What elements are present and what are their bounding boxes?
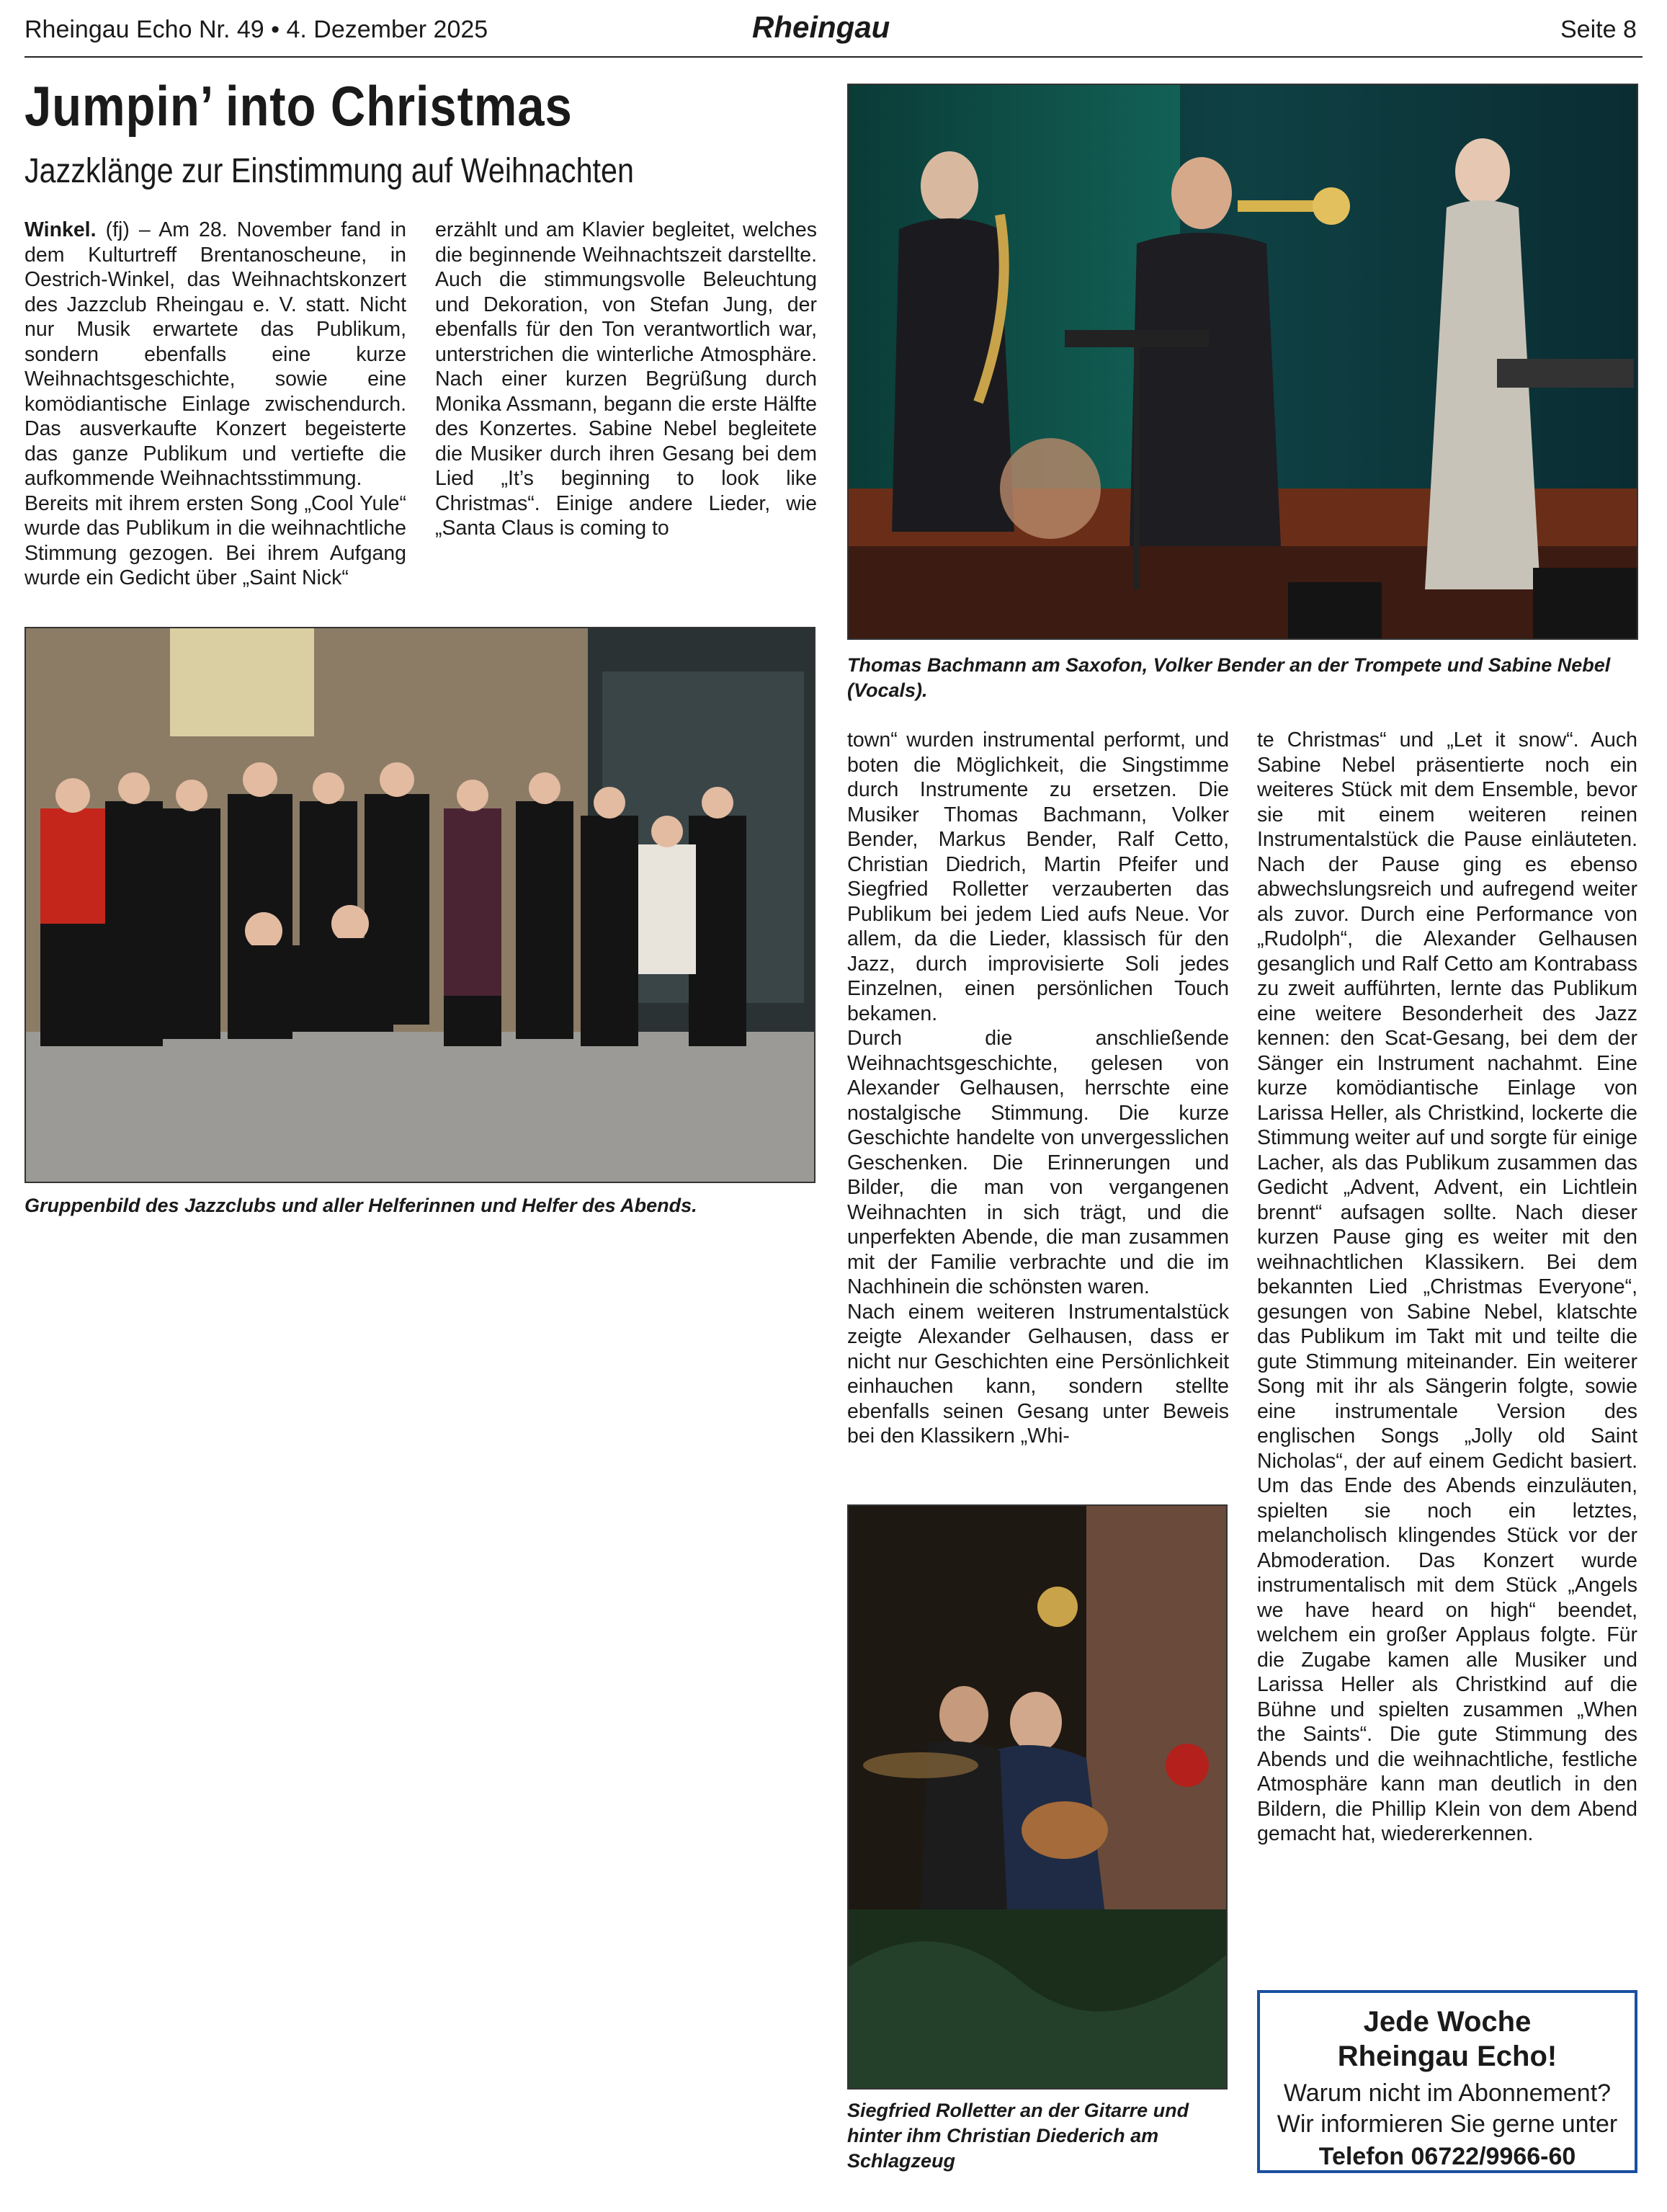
article-column-3 — [847, 728, 1229, 1449]
group-photo-caption: Gruppenbild des Jazzclubs und aller Helferinnen und Helfer des Abends. — [24, 1195, 697, 1216]
promo-phone[interactable]: Telefon 06722/9966-60 — [1318, 2143, 1576, 2170]
promo-line-2: Wir informieren Sie gerne unter — [1277, 2110, 1618, 2138]
paragraph-continued: Bereits mit ihrem ersten Song „Cool Yule“ wurde das Publikum in die weihnachtliche Stimmung gezogen. Bei ihrem Aufgang wurde ein Gedicht über „Saint Nick“ — [24, 491, 406, 589]
article-title: Jumpin’ into Christmas — [24, 74, 573, 138]
section-name: Rheingau — [752, 10, 890, 44]
article-subtitle: Jazzklänge zur Einstimmung auf Weihnachten — [24, 152, 634, 190]
paragraph: te Christmas“ und „Let it snow“. Auch Sabine Nebel präsentierte noch ein weiteres Stück mit dem Ensemble, bevor sie mit einem weiteren reinen Instrumentalstück die Pause einläuteten. Nach der Pause ging es ebenso abwechslungsreich und aufregend weiter als zuvor. Durch eine Performance von „Rudolph“, die Alexander Gelhausen gesanglich und Ralf Cetto am Kontrabass zu zweit aufführten, lernte das Publikum eine weitere Besonderheit des Jazz kennen: den Scat-Gesang, bei dem der Sänger ein Instrument nachahmt. Eine kurze komödiantische Einlage von Larissa Heller, als Christkind, lockerte die Stimmung weiter auf und sorgte für einige Lacher, als das Publikum zusammen das Gedicht „Advent, Advent, ein Lichtlein brennt“ aufsagen sollte. Nach dieser kurzen Pause ging es weiter mit den weihnachtlichen Klassikern. Bei dem bekannten Lied „Christmas Everyone“, gesungen von Sabine Nebel, klatschte das Publikum im Takt mit und teilte die gute Stimmung miteinander. Ein weiterer Song mit ihr als Sängerin folgte, sowie eine instrumentale Version des englischen Songs „Jolly old Saint Nicholas“, der auf einem Gedicht basiert. Um das Ende des Abends einzuläuten, spielten sie noch ein letztes, melancholisch klingendes Stück vor der Abmoderation. Das Konzert wurde instrumentalisch mit dem Stück „Angels we have heard on high“ beendet, welchem ein großer Applaus folgte. Für die Zugabe kamen alle Musiker und Larissa Heller als Christkind auf die Bühne und spielten zusammen „When the Saints“. Die gute Stimmung des Abends und die weihnachtliche, festliche Atmosphäre kann man deutlich in den Bildern, die Phillip Klein von dem Abend gemacht hat, wiedererkennen. — [1257, 728, 1637, 1845]
stage-photo — [847, 84, 1638, 640]
promo-line-1: Warum nicht im Abonnement? — [1283, 2079, 1612, 2107]
stage-photo-caption: Thomas Bachmann am Saxofon, Volker Bender an der Trompete und Sabine Nebel (Vocals). — [847, 654, 1611, 701]
guitar-photo-caption: Siegfried Rolletter an der Gitarre und hinter ihm Christian Diederich am Schlagzeug — [847, 2100, 1189, 2172]
stage-photo-art — [849, 85, 1638, 640]
article-column-4 — [1257, 728, 1637, 1847]
article-column-2 — [435, 218, 817, 607]
issue-info: Rheingau Echo Nr. 49 • 4. Dezember 2025 — [24, 16, 488, 43]
paragraph: town“ wurden instrumental performt, und boten die Möglichkeit, die Singstimme durch Instrumente zu ersetzen. Die Musiker Thomas Bachmann, Volker Bender, Markus Bender, Ralf Cetto, Christian Diedrich, Martin Pfeifer und Siegfried Rolletter verzauberten das Publikum bei jedem Lied aufs Neue. Vor allem, da die Lieder, klassisch für den Jazz, durch improvisierte Soli jedes Einzelnen, einen persönlichen Touch bekamen. — [847, 728, 1229, 1025]
article-column-1 — [24, 218, 406, 607]
header-rule — [24, 56, 1643, 58]
subscription-promo-box — [1257, 1990, 1637, 2173]
dateline: Winkel. — [24, 218, 97, 241]
page-number: Seite 8 — [1560, 16, 1637, 43]
paragraph: Durch die anschließende Weihnachtsgeschichte, gelesen von Alexander Gelhausen, herrschte eine nostalgische Stimmung. Die kurze Geschichte handelte von unvergesslichen Geschenken. Die Erinnerungen und Bilder, die man von vergangenen Weihnachten in sich trägt, und die unperfekten Abende, die man zusammen mit der Familie verbrachte und die im Nachhinein die schönsten waren. — [847, 1027, 1229, 1298]
group-photo-art — [26, 628, 815, 1183]
guitar-photo — [847, 1504, 1228, 2090]
paragraph: Nach einem weiteren Instrumentalstück zeigte Alexander Gelhausen, dass er nicht nur Geschichten eine Persönlichkeit einhauchen kann, sondern stellte ebenfalls seinen Gesang unter Beweis bei den Klassikern „Whi- — [847, 1300, 1229, 1448]
promo-headline-1: Jede Woche — [1363, 2006, 1532, 2038]
promo-headline-2: Rheingau Echo! — [1337, 2041, 1557, 2072]
paragraph: (fj) – Am 28. November fand in dem Kulturtreff Brentanoscheune, in Oestrich-Winkel, das Weihnachtskonzert des Jazzclub Rheingau e. V. statt. Nicht nur Musik erwartete das Publikum, sondern ebenfalls eine kurze Weihnachtsgeschichte, sowie eine komödiantische Einlage zwischendurch. Das ausverkaufte Konzert begeisterte das ganze Publikum und vertiefte die aufkommende Weihnachtsstimmung. — [24, 218, 406, 490]
guitar-photo-art — [849, 1506, 1228, 2090]
paragraph: erzählt und am Klavier begleitet, welches die beginnende Weihnachtszeit darstellte. Auch die stimmungsvolle Beleuchtung und Dekoration, von Stefan Jung, der ebenfalls für den Ton verantwortlich war, unterstrichen die winterliche Atmosphäre. Nach einer kurzen Begrüßung durch Monika Assmann, begann die erste Hälfte des Konzertes. Sabine Nebel begleitete die Musiker durch ihren Gesang bei dem Lied „It’s beginning to look like Christmas“. Einige andere Lieder, wie „Santa Claus is coming to — [435, 218, 817, 540]
group-photo — [24, 627, 815, 1183]
